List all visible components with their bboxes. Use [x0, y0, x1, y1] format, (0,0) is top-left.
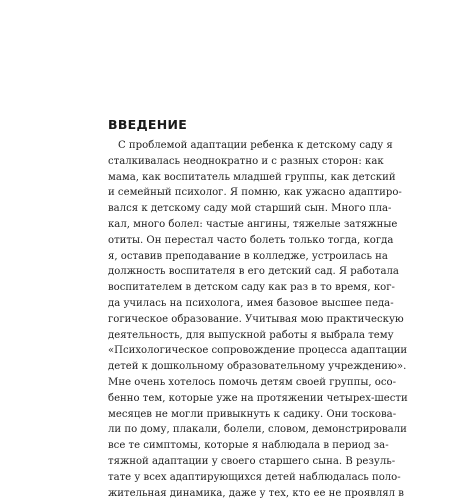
text-line: я, оставив преподавание в колледже, устроилась на	[108, 250, 388, 262]
text-line: все те симптомы, которые я наблюдала в период за-	[108, 440, 389, 452]
text-line: тате у всех адаптирующихся детей наблюдалась поло-	[108, 471, 401, 483]
text-line: «Психологическое сопровождение процесса адаптации	[108, 345, 408, 357]
text-line: да училась на психолога, имея базовое высшее педа-	[108, 297, 394, 309]
text-line: С проблемой адаптации ребенка к детскому саду я	[118, 140, 393, 151]
text-line: должность воспитателя в его детский сад. Я работала	[108, 266, 399, 278]
text-line: вался к детскому саду мой старший сын. Много пла-	[108, 203, 392, 215]
text-line: Мне очень хотелось помочь детям своей группы, осо-	[108, 376, 397, 388]
text-line: и семейный психолог. Я помню, как ужасно адаптиро-	[108, 187, 402, 199]
text-line: кал, много болел: частые ангины, тяжелые затяжные	[108, 218, 398, 230]
text-line: бенно тем, которые уже на протяжении четырех-шести	[108, 392, 408, 404]
text-line: сталкивалась неоднократно и с разных сторон: как	[108, 155, 384, 167]
text-line: жительная динамика, даже у тех, кто ее не проявлял в	[108, 487, 404, 499]
text-line: месяцев не могли привыкнуть к садику. Они тоскова-	[108, 408, 397, 420]
text-line: отиты. Он перестал часто болеть только тогда, когда	[108, 234, 394, 246]
text-line: гогическое образование. Учитывая мою практическую	[108, 313, 404, 325]
text-line: тяжной адаптации у своего старшего сына. В резуль-	[108, 455, 396, 467]
body-text	[108, 138, 408, 501]
text-line: деятельность, для выпускной работы я выбрала тему	[108, 329, 394, 341]
text-line: ли по дому, плакали, болели, словом, демонстрировали	[108, 424, 407, 436]
chapter-heading: ВВЕДЕНИЕ	[108, 117, 188, 132]
text-line: воспитателем в детском саду как раз в то время, ког-	[108, 282, 395, 294]
text-line: детей к дошкольному образовательному учреждению».	[108, 361, 407, 373]
text-line: мама, как воспитатель младшей группы, как детский	[108, 171, 396, 183]
